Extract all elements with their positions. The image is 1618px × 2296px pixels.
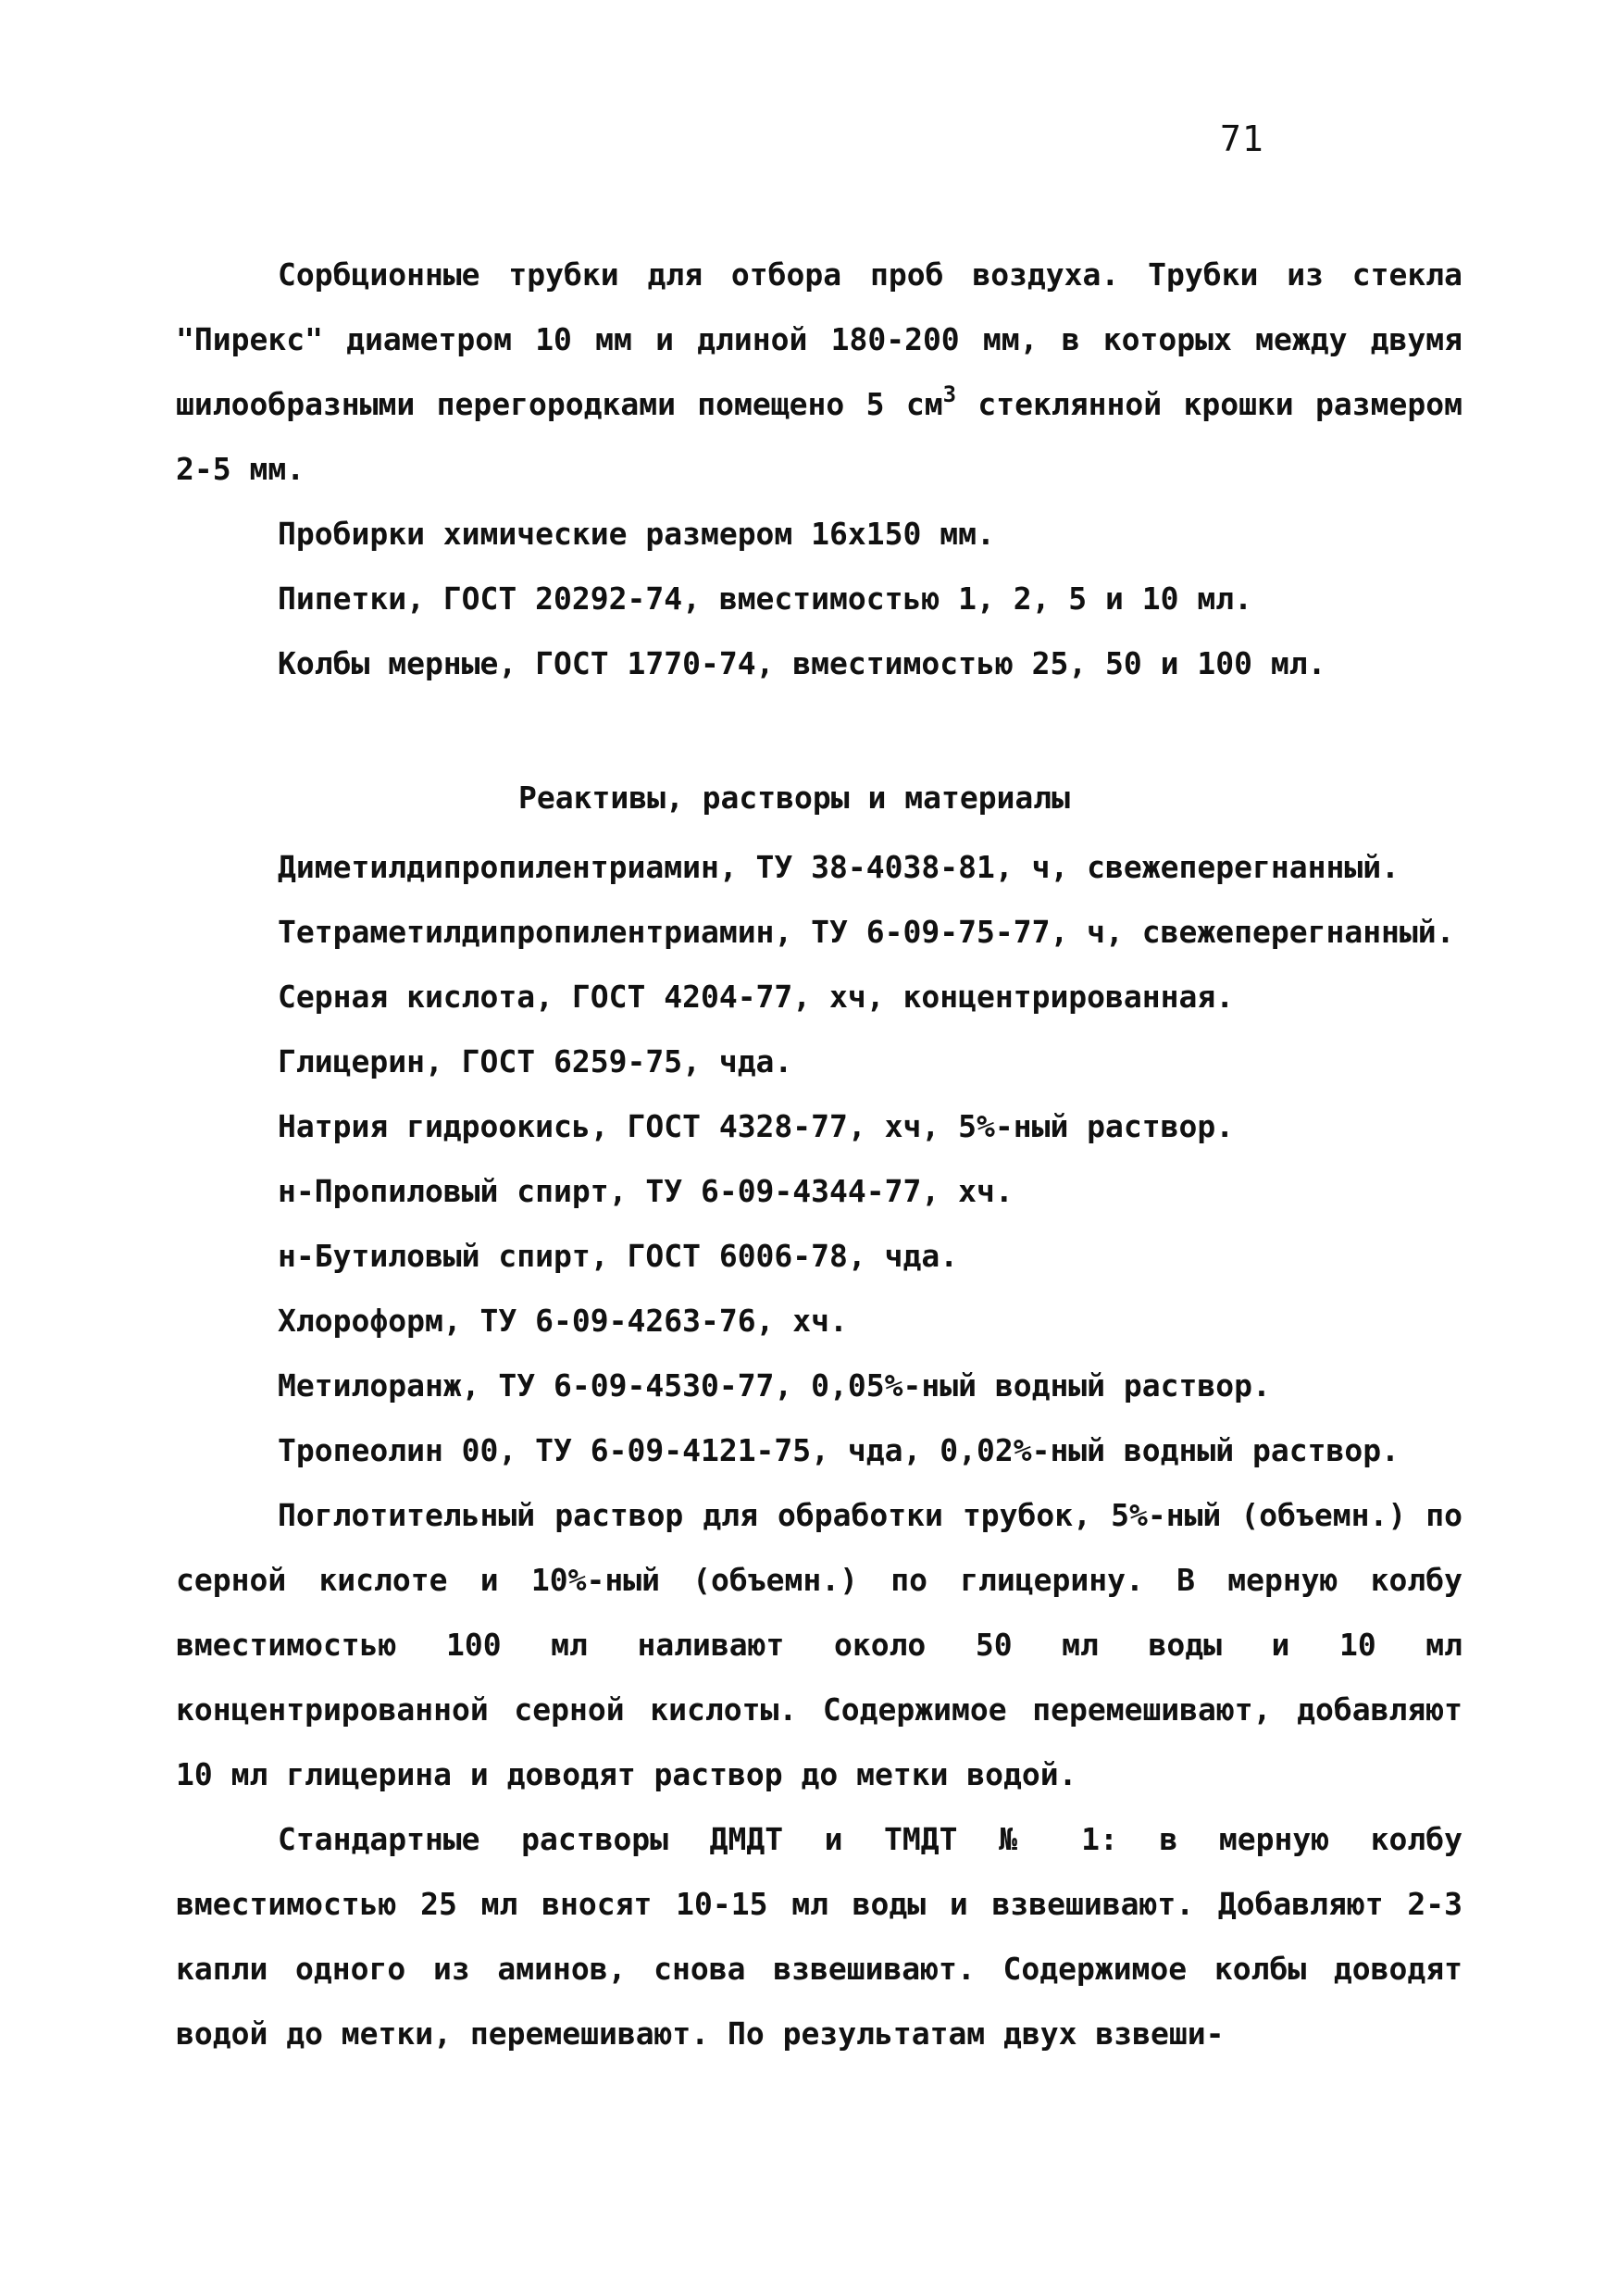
equipment-sorption-tubes-paragraph [176,243,1462,502]
equipment-item-flasks: Колбы мерные, ГОСТ 1770-74, вместимостью 25, 50 и 100 мл. [278,645,1326,681]
reagent-item: н-Бутиловый спирт, ГОСТ 6006-78, чда. [278,1238,959,1274]
reagent-item: Метилоранж, ТУ 6-09-4530-77, 0,05%-ный водный раствор. [278,1367,1271,1404]
section-heading-reagents: Реактивы, растворы и материалы [518,780,1071,816]
document-body [176,243,1462,2066]
reagent-item: Тропеолин 00, ТУ 6-09-4121-75, чда, 0,02%-ный водный раствор. [278,1432,1400,1468]
page-number: 71 [1220,119,1264,159]
sorption-tubes-text: Сорбционные трубки для отбора проб воздуха. Трубки из стекла "Пирекс" диаметром 10 мм и длиной 180-200 мм, в которых между двумя шилообразными перегородками помещено 5 см [176,256,1462,422]
reagent-item: Тетраметилдипропилентриамин, ТУ 6-09-75-77, ч, свежеперегнанный. [278,914,1455,950]
standard-solutions-paragraph: Стандартные растворы ДМДТ и ТМДТ № 1: в мерную колбу вместимостью 25 мл вносят 10-15 мл воды и взвешивают. Добавляют 2-3 капли одного из аминов, снова взвешивают. Содержимое колбы доводят водой до метки, перемешивают. По результатам двух взвеши- [176,1821,1462,2052]
reagent-item: Диметилдипропилентриамин, ТУ 38-4038-81, ч, свежеперегнанный. [278,849,1400,885]
reagent-item: Натрия гидроокись, ГОСТ 4328-77, хч, 5%-ный раствор. [278,1108,1235,1144]
reagent-item: Серная кислота, ГОСТ 4204-77, хч, концентрированная. [278,979,1235,1015]
equipment-item-test-tubes: Пробирки химические размером 16х150 мм. [278,516,995,552]
reagent-item: н-Пропиловый спирт, ТУ 6-09-4344-77, хч. [278,1173,1014,1209]
reagent-item: Хлороформ, ТУ 6-09-4263-76, хч. [278,1303,848,1339]
superscript-cubic: 3 [942,381,957,407]
equipment-item-pipettes: Пипетки, ГОСТ 20292-74, вместимостью 1, 2, 5 и 10 мл. [278,580,1252,617]
reagent-item: Глицерин, ГОСТ 6259-75, чда. [278,1043,793,1079]
sorption-tubes-tail: стеклянной крошки размером 2-5 мм. [176,386,1462,487]
absorbing-solution-paragraph: Поглотительный раствор для обработки трубок, 5%-ный (объемн.) по серной кислоте и 10%-ный (объемн.) по глицерину. В мерную колбу вместимостью 100 мл наливают около 50 мл воды и 10 мл концентрированной серной кислоты. Содержимое перемешивают, добавляют 10 мл глицерина и доводят раствор до метки водой. [176,1497,1462,1792]
